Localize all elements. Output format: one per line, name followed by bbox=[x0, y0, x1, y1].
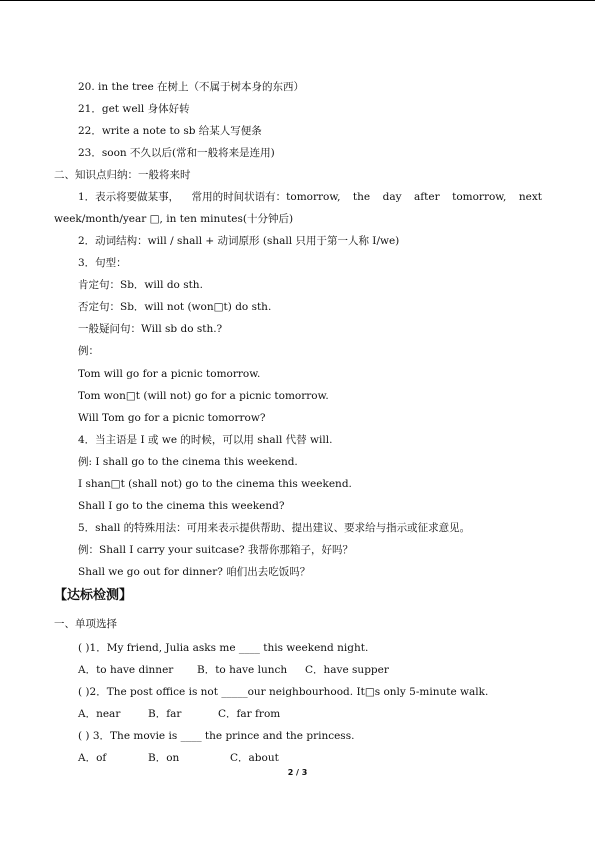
example-sentence: Shall I go to the cinema this weekend? bbox=[78, 500, 285, 512]
question-pattern: 一般疑问句：Will sb do sth.? bbox=[78, 323, 223, 335]
grammar-point-1-word: 1．表示将要做某事， bbox=[78, 191, 180, 203]
question-option: B．on bbox=[148, 752, 180, 764]
question-stem: ( )1．My friend, Julia asks me ____ this weekend night. bbox=[78, 642, 369, 654]
top-rule bbox=[0, 0, 595, 1]
grammar-point-1-word: tomorrow, bbox=[452, 191, 507, 203]
question-option: C．about bbox=[230, 752, 279, 764]
vocab-item-21: 21．get well 身体好转 bbox=[78, 103, 190, 115]
grammar-point-2: 2．动词结构：will / shall + 动词原形 (shall 只用于第一人称 I/we) bbox=[78, 235, 400, 247]
grammar-point-1-word: after bbox=[414, 191, 440, 203]
question-option: A．to have dinner bbox=[78, 664, 174, 676]
example-sentence: I shan□t (shall not) go to the cinema this weekend. bbox=[78, 478, 352, 490]
grammar-point-1-word: 常用的时间状语有：tomorrow, bbox=[191, 191, 341, 203]
example-sentence: Will Tom go for a picnic tomorrow? bbox=[78, 412, 266, 424]
example-sentence: 例：Shall I carry your suitcase? 我帮你那箱子，好吗？ bbox=[78, 544, 354, 556]
grammar-point-4: 4．当主语是 I 或 we 的时候，可以用 shall 代替 will. bbox=[78, 434, 333, 446]
grammar-point-1-continued: week/month/year □, in ten minutes(十分钟后) bbox=[54, 213, 294, 225]
test-heading: 【达标检测】 bbox=[54, 588, 133, 603]
grammar-point-1-word: the bbox=[352, 191, 371, 203]
grammar-section-title: 二、知识点归纳：一般将来时 bbox=[54, 169, 191, 181]
example-label: 例： bbox=[78, 345, 99, 357]
test-section-title: 一、单项选择 bbox=[54, 618, 117, 630]
example-sentence: Shall we go out for dinner? 咱们出去吃饭吗？ bbox=[78, 566, 311, 578]
example-sentence: Tom won□t (will not) go for a picnic tomorrow. bbox=[78, 390, 329, 402]
grammar-point-3: 3．句型： bbox=[78, 257, 127, 269]
page-number: 2 / 3 bbox=[287, 768, 308, 777]
affirmative-pattern: 肯定句：Sb．will do sth. bbox=[78, 279, 203, 291]
grammar-point-1 bbox=[78, 190, 542, 204]
example-sentence: Tom will go for a picnic tomorrow. bbox=[78, 368, 261, 380]
question-option: A．of bbox=[78, 752, 107, 764]
question-option: B．to have lunch bbox=[197, 664, 288, 676]
grammar-point-1-word: next bbox=[518, 191, 542, 203]
example-sentence: 例: I shall go to the cinema this weekend. bbox=[78, 456, 298, 468]
vocab-item-20: 20. in the tree 在树上（不属于树本身的东西） bbox=[78, 81, 305, 93]
vocab-item-23: 23．soon 不久以后(常和一般将来是连用) bbox=[78, 147, 275, 159]
vocab-item-22: 22．write a note to sb 给某人写便条 bbox=[78, 125, 262, 137]
question-option: C．far from bbox=[218, 708, 281, 720]
question-stem: ( ) 3．The movie is ____ the prince and the princess. bbox=[78, 730, 355, 742]
negative-pattern: 否定句：Sb．will not (won□t) do sth. bbox=[78, 301, 272, 313]
grammar-point-1-word: day bbox=[382, 191, 402, 203]
question-option: A．near bbox=[78, 708, 121, 720]
question-option: B．far bbox=[148, 708, 182, 720]
question-option: C．have supper bbox=[305, 664, 389, 676]
grammar-point-5: 5．shall 的特殊用法：可用来表示提供帮助、提出建议、要求给与指示或征求意见。 bbox=[78, 522, 471, 534]
question-stem: ( )2．The post office is not _____our neighbourhood. It□s only 5-minute walk. bbox=[78, 686, 489, 698]
